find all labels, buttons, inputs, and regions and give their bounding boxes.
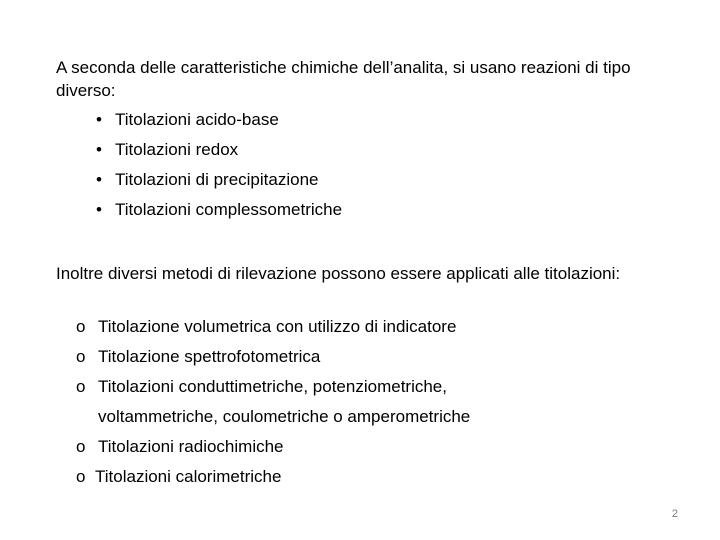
bullet-icon: •: [96, 110, 102, 129]
titration-types-list: [56, 110, 342, 230]
list-item-text: Titolazioni conduttimetriche, potenziometriche,: [98, 377, 447, 396]
list-item: [56, 200, 342, 230]
circle-bullet-icon: o: [76, 347, 86, 366]
list-item-text: Titolazioni redox: [115, 140, 239, 159]
list-item: [56, 317, 658, 337]
list-item: [56, 377, 658, 427]
list-item-text: Titolazione spettrofotometrica: [98, 347, 321, 366]
page-number: 2: [671, 508, 678, 520]
circle-bullet-icon: o: [76, 377, 86, 396]
bullet-icon: •: [96, 140, 102, 159]
list-item-continuation-text: voltammetriche, coulometriche o amperometriche: [98, 407, 471, 426]
methods-intro-paragraph: Inoltre diversi metodi di rilevazione possono essere applicati alle titolazioni:: [56, 264, 621, 283]
list-item-text: Titolazioni radiochimiche: [98, 437, 284, 456]
bullet-icon: •: [96, 200, 102, 219]
circle-bullet-icon: o: [76, 437, 86, 456]
list-item: [56, 110, 342, 140]
bullet-icon: •: [96, 170, 102, 189]
circle-bullet-icon: o: [76, 317, 86, 336]
intro-paragraph: A seconda delle caratteristiche chimiche dell’analita, si usano reazioni di tipo diverso:: [56, 58, 631, 100]
list-item-text: Titolazioni calorimetriche: [95, 467, 282, 486]
list-item: [56, 437, 658, 457]
list-item-text: Titolazioni complessometriche: [115, 200, 343, 219]
detection-methods-list: [56, 317, 658, 497]
list-item-text: Titolazioni di precipitazione: [115, 170, 319, 189]
list-item: [56, 140, 342, 170]
list-item-text: Titolazioni acido-base: [115, 110, 279, 129]
circle-bullet-icon: o: [76, 467, 86, 486]
list-item: [56, 170, 342, 200]
list-item: [56, 467, 658, 487]
list-item: [56, 347, 658, 367]
list-item-text: Titolazione volumetrica con utilizzo di indicatore: [98, 317, 457, 336]
